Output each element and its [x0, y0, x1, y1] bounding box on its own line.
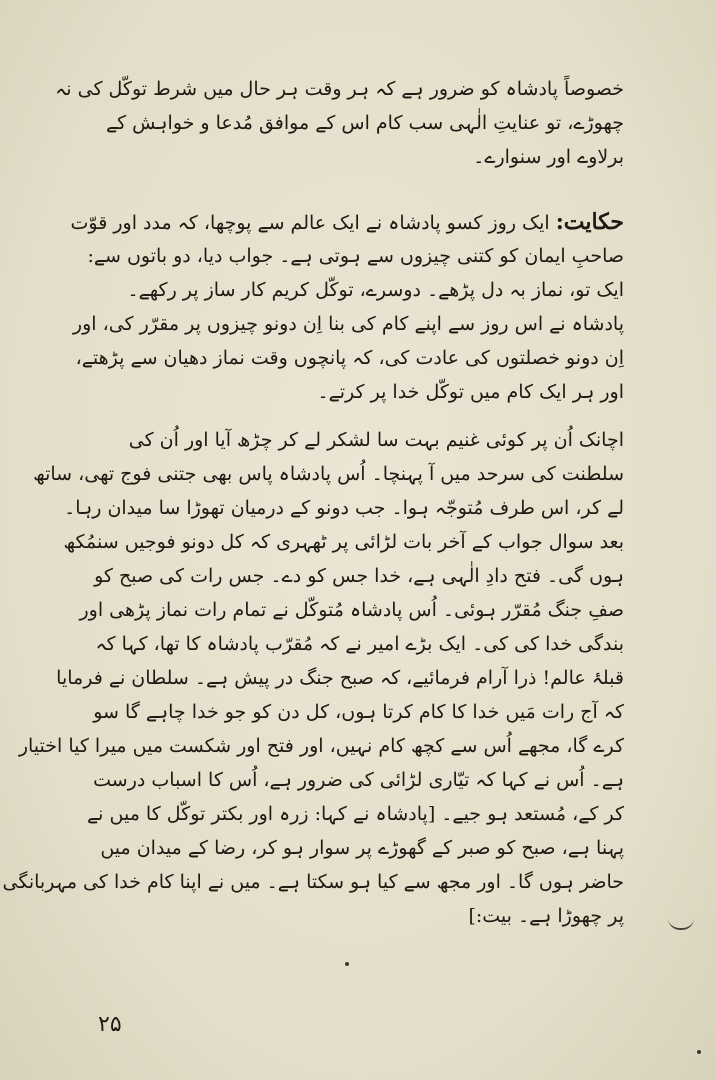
text-line: ہے۔ اُس نے کہا کہ تیّاری لڑائی کی ضرور ہے، اُس کا اسباب درست — [93, 769, 624, 791]
margin-pencil-mark — [668, 918, 694, 930]
text-line: ایک تو، نماز بہ دل پڑھے۔ دوسرے، توکّل کریم کار ساز پر رکھے۔ — [127, 279, 624, 301]
text-line: پر چھوڑا ہے۔ بیت:] — [468, 905, 624, 927]
ink-speck — [697, 1050, 701, 1054]
text-line: ہوں گی۔ فتح دادِ الٰہی ہے، خدا جس کو دے۔ جس رات کی صبح کو — [94, 565, 624, 587]
text-line: پہنا ہے، صبح کو صبر کے گھوڑے پر سوار ہو کر، رضا کے میدان میں — [100, 837, 624, 859]
text-line: پادشاہ نے اس روز سے اپنے کام کی بنا اِن دونو چیزوں پر مقرّر کی، اور — [72, 313, 624, 335]
text-line: قبلۂ عالم! ذرا آرام فرمائیے، کہ صبح جنگ در پیش ہے۔ سلطان نے فرمایا — [56, 667, 624, 689]
paragraph-intro — [55, 72, 624, 174]
text-line: صفِ جنگ مُقرّر ہوئی۔ اُس پادشاہ مُتوکّل نے تمام رات نماز پڑھی اور — [79, 599, 624, 621]
text-line: کر کے، مُستعد ہو جیے۔ [پادشاہ نے کہا: زرہ اور بکتر توکّل کا میں نے — [87, 803, 624, 825]
text-line: اچانک اُن پر کوئی غنیم بہت سا لشکر لے کر چڑھ آیا اور اُن کی — [128, 429, 624, 451]
text-line: چھوڑے، تو عنایتِ الٰہی سب کام اس کے موافق مُدعا و خواہش کے — [105, 112, 624, 134]
text-line: صاحبِ ایمان کو کتنی چیزوں سے ہوتی ہے۔ جواب دیا، دو باتوں سے: — [87, 245, 624, 267]
paragraph-hikayat — [70, 205, 624, 409]
text-line: اِن دونو خصلتوں کی عادت کی، کہ پانچوں وقت نماز دھیان سے پڑھتے، — [75, 347, 624, 369]
text-line: لے کر، اس طرف مُتوجّہ ہوا۔ جب دونو کے درمیان تھوڑا سا میدان رہا۔ — [64, 497, 624, 519]
text-line — [70, 205, 624, 239]
text-line: خصوصاً پادشاہ کو ضرور ہے کہ ہر وقت ہر حال میں شرط توکّل کی نہ — [55, 78, 624, 100]
text-line: کہ آج رات مَیں خدا کا کام کرتا ہوں، کل دن کو جو خدا چاہے گا سو — [93, 701, 624, 723]
text-line: کرے گا، مجھے اُس سے کچھ کام نہیں، اور فتح اور شکست میں میرا کیا اختیار — [18, 735, 624, 757]
text-line-rest: ایک روز کسو پادشاہ نے ایک عالم سے پوچھا، کہ مدد اور قوّت — [70, 212, 550, 234]
ink-speck — [345, 962, 349, 966]
text-line: حاضر ہوں گا۔ اور مجھ سے کیا ہو سکتا ہے۔ میں نے اپنا کام خدا کی مہربانگی — [2, 871, 624, 893]
text-line: اور ہر ایک کام میں توکّل خدا پر کرتے۔ — [317, 381, 624, 403]
text-line: بعد سوال جواب کے آخر بات لڑائی پر ٹھہری کہ کل دونو فوجیں سنمُکھ — [63, 531, 624, 553]
page-number: ۲۵ — [98, 1012, 122, 1037]
text-line: بندگی خدا کی کی۔ ایک بڑے امیر نے کہ مُقرّب پادشاہ کا تھا، کہا کہ — [95, 633, 624, 655]
paragraph-story — [2, 423, 624, 933]
section-heading: حکایت: — [555, 209, 624, 235]
text-line: سلطنت کی سرحد میں آ پہنچا۔ اُس پادشاہ پاس بھی جتنی فوج تھی، ساتھ — [33, 463, 624, 485]
text-line: برلاوے اور سنوارے۔ — [473, 146, 624, 168]
